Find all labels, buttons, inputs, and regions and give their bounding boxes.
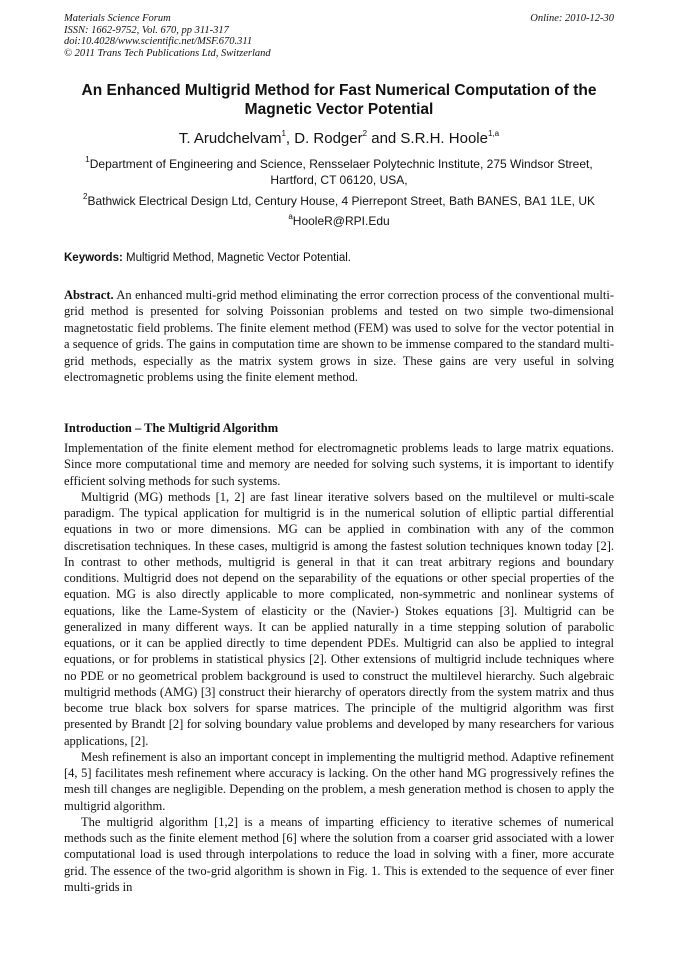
copyright-line: © 2011 Trans Tech Publications Ltd, Switzerland	[64, 47, 271, 59]
keywords-label: Keywords:	[64, 252, 123, 264]
keywords-text: Multigrid Method, Magnetic Vector Potential.	[122, 252, 351, 264]
email-address[interactable]: HooleR@RPI.Edu	[292, 214, 390, 228]
keywords	[64, 251, 614, 265]
contact-email	[64, 213, 614, 229]
journal-name: Materials Science Forum	[64, 13, 171, 24]
section-heading: Introduction – The Multigrid Algorithm	[64, 421, 279, 435]
abstract-text: An enhanced multi-grid method eliminating the error correction process of the conventional multi-grid method is presented for solving Poissonian problems and tested on two simple two-dimensional magnetostatic field problems. The finite element method (FEM) was used to solve for the vector potential in a sequence of grids. The gains in computation time are shown to be immense compared to the standard multi-grid methods, especially as the matrix system grows in size. These gains are very useful in solving electromagnetic problems using the finite element method.	[64, 288, 614, 385]
author-name: , D. Rodger	[285, 130, 363, 147]
section-body	[64, 440, 614, 895]
affil-mark: 1	[85, 155, 90, 164]
paragraph: Mesh refinement is also an important concept in implementing the multigrid method. Adaptive refinement [4, 5] facilitates mesh refinement where accuracy is lacking. On the other hand MG progressively refines the mesh till changes are negligible. Depending on the problem, a mesh generation method is chosen to apply the multigrid algorithm.	[64, 749, 614, 813]
author-name: T. Arudchelvam	[178, 130, 282, 147]
journal-header	[64, 13, 614, 59]
paragraph: Multigrid (MG) methods [1, 2] are fast linear iterative solvers based on the multilevel or multi-scale paradigm. The typical application for multigrid is in the numerical solution of elliptic partial differential equations in two or more dimensions. MG can be applied in combination with any of the common discretisation techniques. In these cases, multigrid is among the fastest solution techniques known today [2]. In contrast to other methods, multigrid is general in that it can treat arbitrary regions and boundary conditions. Multigrid does not depend on the separability of the equations or other special properties of the equation. MG is also directly applicable to more complicated, non-symmetric and nonlinear systems of equations, like the Lame-System of elasticity or the (Navier-) Stokes equations [3]. Multigrid can be generalized in many different ways. It can be applied naturally in a time stepping solution of parabolic equations, or it can be applied directly to time dependent PDEs. Multigrid can also be applied to integral equations, or for problems in statistical physics [2]. Other extensions of multigrid include techniques where no PDE or no geometrical problem background is used to construct the multilevel hierarchy. Such algebraic multigrid methods (AMG) [3] construct their hierarchy of operators directly from the system matrix and thus become true black box solvers for sparse matrices. The principle of the multigrid algorithm was first presented by Brandt [2] for solving boundary value problems and developed by many researchers for various applications, [2].	[64, 489, 614, 748]
email-mark: a	[288, 212, 293, 221]
affiliation-1	[64, 156, 614, 188]
online-date: Online: 2010-12-30	[530, 13, 614, 24]
paragraph: Implementation of the finite element method for electromagnetic problems leads to large matrix equations. Since more computational time and memory are needed for solving such systems, it is important to identify efficient solving methods for such systems.	[64, 441, 614, 488]
abstract-label: Abstract.	[64, 288, 114, 302]
author-line	[64, 130, 614, 148]
affil-mark: 2	[82, 192, 88, 201]
affiliation-text: Bathwick Electrical Design Ltd, Century House, 4 Pierrepont Street, Bath BANES, BA1 1LE, UK	[87, 194, 596, 208]
affiliation-2	[64, 193, 614, 209]
author-affil-mark: 1	[281, 129, 286, 138]
author-affil-mark: 1,a	[487, 129, 500, 138]
author-name: and S.R.H. Hoole	[367, 130, 488, 147]
abstract	[64, 287, 614, 385]
paragraph: The multigrid algorithm [1,2] is a means of imparting efficiency to iterative schemes of numerical methods such as the finite element method [6] where the solution from a coarser grid associated with a lower computational load is used through interpolations to reduce the load in solving with a finer, more accurate grid. The essence of the two-grid algorithm is shown in Fig. 1. This is extended to the sequence of ever finer multi-grids in	[64, 814, 614, 894]
doi-line[interactable]: doi:10.4028/www.scientific.net/MSF.670.311	[64, 36, 253, 48]
author-affil-mark: 2	[362, 129, 368, 138]
affiliation-text: Department of Engineering and Science, Rensselaer Polytechnic Institute, 275 Windsor Street, Hartford, CT 06120, USA,	[89, 157, 593, 187]
issn-line: ISSN: 1662-9752, Vol. 670, pp 311-317	[64, 24, 229, 36]
paper-title: An Enhanced Multigrid Method for Fast Numerical Computation of the Magnetic Vector Potential	[81, 82, 597, 118]
